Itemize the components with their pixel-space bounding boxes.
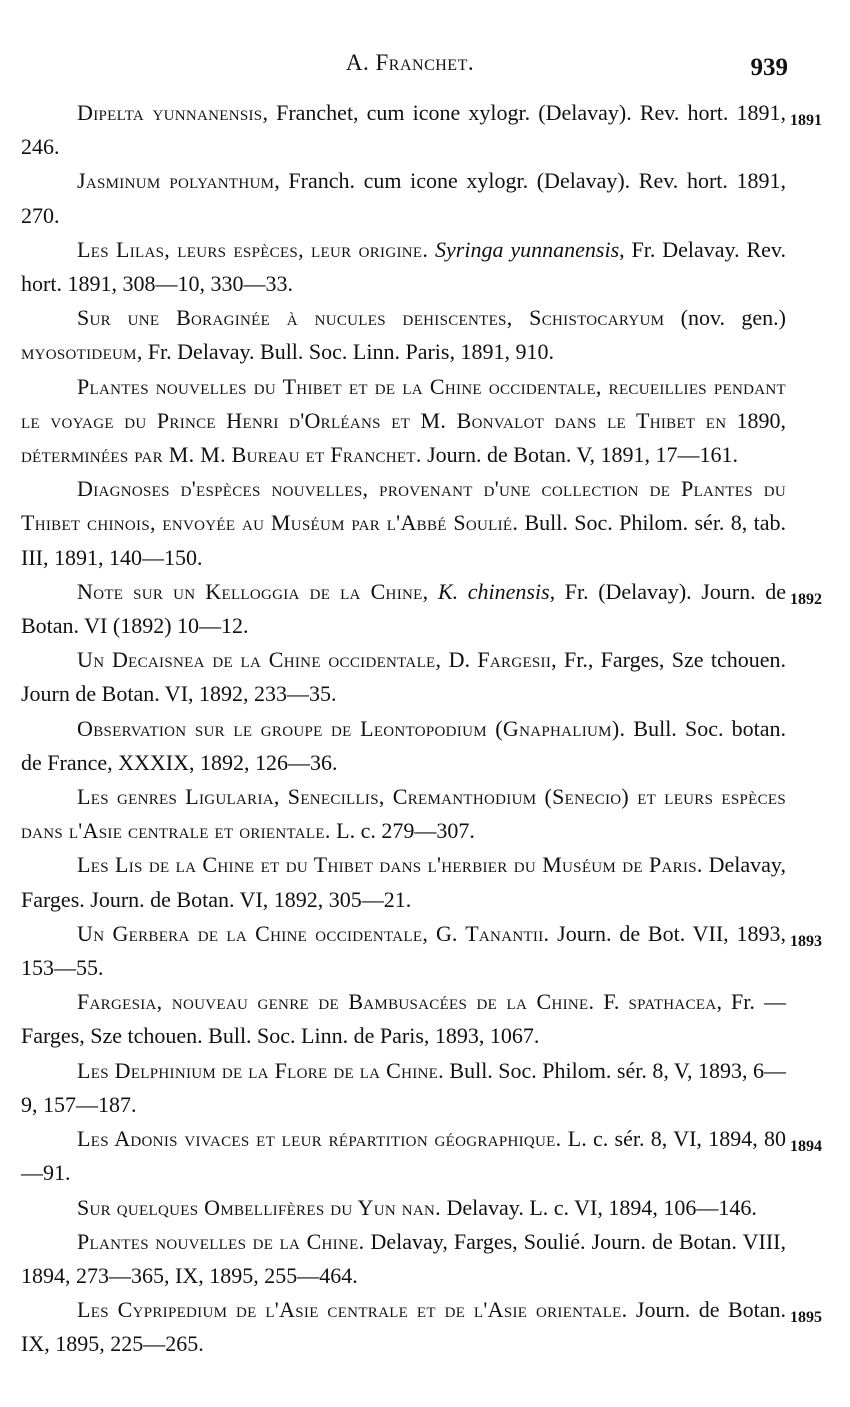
entry-title-text: Diagnoses d'espèces nouvelles, provenant d'une collection de Plantes du Thibet chinois, envoyée au Muséum par l'Abbé Soulié. [21,476,786,536]
entry-title-text: Un Decaisnea de la Chine occidentale, [77,647,442,673]
citation-text: , Fr. Delavay. Bull. Soc. Linn. Paris, 1891, 910. [136,339,554,365]
page-header [0,50,850,86]
citation-text: Delavay, Farges. Journ. de Botan. VI, 1892, 305—21. [21,852,786,912]
bibliography-entry [21,712,786,780]
year-marginal-note: 1894 [790,1138,822,1156]
entry-title-text: Observation sur le groupe de Leontopodium (Gnaphalium). [77,715,626,741]
citation-text: (nov. gen.) [664,305,786,331]
entry-title-text: Les genres Ligularia, Senecillis, Cremanthodium (Senecio) et leurs espèces dans l'Asie centrale et orientale. [21,784,786,844]
entry-title-text: Les Cypripedium de l'Asie centrale et de l'Asie orientale. [77,1297,628,1323]
bibliography-entry [21,301,786,369]
citation-text: 1890, [726,407,787,433]
citation-text: L. c. sér. 8, VI, 1894, 80—91. [21,1126,786,1186]
bibliography-entry [21,848,786,916]
citation-text: F. [594,989,629,1015]
entry-title-text: Les Lilas, leurs espèces, leur origine. [77,236,429,262]
bibliography-entry [21,1293,822,1361]
citation-text: Fr. (Delavay). Journ. de Botan. VI (1892) 10—12. [21,578,787,639]
entry-title-text: spathacea [628,989,717,1015]
species-name-text: Syringa yunnanensis [435,236,620,262]
entry-title-text: Un Gerbera de la Chine occidentale, [77,920,429,946]
citation-text: Bull. Soc. Philom. sér. 8, V, 1893, 6—9, 157—187. [21,1057,786,1117]
bibliography-entry [21,643,786,711]
entry-title-text: Sur une Boraginée à nucules dehiscentes, Schistocaryum [77,305,665,331]
bibliography-entry [21,1054,786,1122]
entry-title-text: Plantes nouvelles de la Chine. [77,1228,365,1254]
year-marginal-note: 1892 [790,590,822,608]
citation-text: Delavay, Farges, Soulié. Journ. de Botan. VIII, 1894, 273—365, IX, 1895, 255—464. [21,1228,786,1288]
bibliography-entry [21,472,786,575]
entry-title-text: Les Lis de la Chine et du Thibet dans l'herbier du Muséum de Paris. [77,852,703,878]
citation-text: Journ. de Bot. VII, 1893, 153—55. [21,920,786,981]
bibliography-entry [21,985,786,1053]
entry-title-text: Sur quelques Ombellifères du Yun nan. [77,1194,441,1220]
citation-text [428,579,438,604]
entry-title-text: Jasminum polyanthum [77,168,275,194]
entry-title-text: Note sur un Kelloggia de la Chine, [77,578,429,604]
citation-text: Delavay. L. c. VI, 1894, 106—146. [440,1194,757,1220]
citation-text: Journ. de Botan. V, 1891, 17—161. [421,442,738,468]
entry-title-text: Les Delphinium de la Flore de la Chine. [77,1057,444,1083]
citation-text: L. c. 279—307. [330,818,475,844]
entry-title-text: Dipelta yunnanensis [77,100,263,125]
bibliography-list [21,96,822,1362]
bibliography-entry [21,1191,786,1225]
year-marginal-note: 1893 [790,932,822,950]
bibliography-entry [21,370,786,473]
citation-text: Bull. Soc. botan. de France, XXXIX, 1892, 126—36. [21,715,786,775]
citation-text: , Fr. — Farges, Sze tchouen. Bull. Soc. Linn. de Paris, 1893, 1067. [21,989,786,1049]
page-number: 939 [750,54,788,81]
bibliography-entry [21,917,822,985]
bibliography-entry [21,96,822,164]
bibliography-entry [21,575,822,643]
entry-title-text: déterminées par M. M. Bureau et Franchet. [21,442,422,468]
citation-text [428,237,435,262]
species-name-text: K. chinensis, [438,578,556,604]
year-marginal-note: 1895 [790,1309,822,1327]
citation-text: Bull. Soc. Philom. sér. 8, tab. III, 1891, 140—150. [21,510,786,570]
entry-title-text: Fargesii [477,647,552,673]
entry-title-text: Les Adonis vivaces et leur répartition géographique. [77,1126,562,1152]
citation-text: Journ. de Botan. IX, 1895, 225—265. [21,1297,786,1357]
citation-text: D. [441,647,478,673]
bibliography-entry [21,1122,822,1190]
citation-text: , Franch. cum icone xylogr. (Delavay). Rev. hort. 1891, 270. [21,168,787,228]
bibliography-entry [21,1225,786,1293]
running-head: A. Franchet. [345,50,475,75]
entry-title-text: Fargesia, nouveau genre de Bambusacées de la Chine. [77,989,595,1015]
entry-title-text: myosotideum [21,339,137,365]
entry-title-text: Plantes nouvelles du Thibet et de la Chine occidentale, recueillies pendant le voyage du Prince Henri d'Orléans et M. Bonvalot dans le Thibet en [21,373,786,433]
bibliography-entry [21,233,786,301]
bibliography-entry [21,164,786,232]
citation-text: G. [428,920,466,946]
citation-text: , Fr., Farges, Sze tchouen. Journ de Botan. VI, 1892, 233—35. [21,647,786,707]
year-marginal-note: 1891 [790,112,822,129]
entry-title-text: Tanantii. [465,920,550,946]
citation-text: , Franchet, cum icone xylogr. (Delavay). Rev. hort. 1891, 246. [21,100,787,160]
citation-text: , Fr. Delavay. Rev. hort. 1891, 308—10, 330—33. [21,236,787,297]
bibliography-entry [21,780,786,848]
